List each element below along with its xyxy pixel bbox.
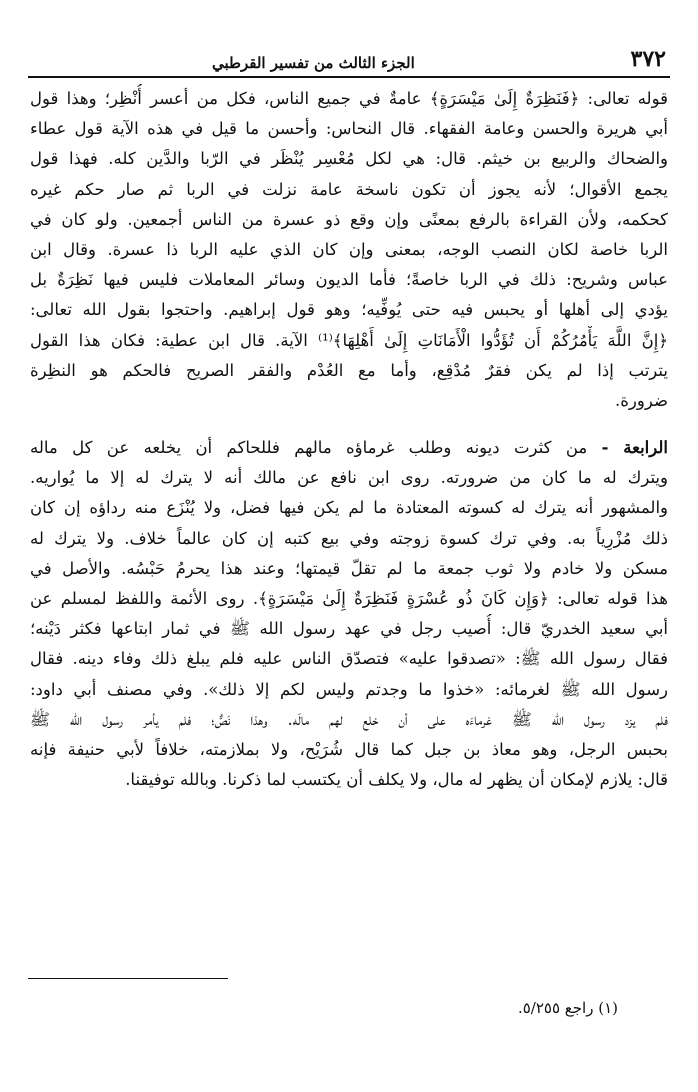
text-line: أبي سعيد الخدريّ قال: أُصيب رجل في عهد رسول الله ﷺ في ثمار ابتاعها فكثر دَيْنه؛ bbox=[30, 619, 668, 639]
text-line: قال: يلازم لإمكان أن يظهر له مال، ولا يكلف أن يكتسب لما ذكرنا. وبالله توفيقنا. bbox=[125, 770, 668, 790]
running-title: الجزء الثالث من تفسير القرطبي bbox=[212, 54, 415, 72]
text-line: فلم يزد رسول الله ﷺ غرماءَه على أن خلع لهم مالَه. وهذا نَصٌّ؛ فلم يأمر رسول الله ﷺ bbox=[30, 709, 668, 729]
page-number: ٣٧٢ bbox=[630, 46, 666, 72]
text-line-first bbox=[30, 433, 668, 463]
text-line: مسكن ولا خادم ولا ثوب جمعة ما لم تقلّ قيمتها؛ وعند هذا يحرمُ حَبْسُه. والأصل في bbox=[30, 558, 668, 578]
text-line: والمشهور أنه يترك له كسوته المعتادة ما لم يكن فيها فضل، ولا يُنْزَع منه رداؤه إن كان bbox=[30, 498, 668, 518]
page-header bbox=[28, 40, 670, 78]
text-line: ﴿إِنَّ اللَّهَ يَأْمُرُكُمْ أَن تُؤَدُّوا الْأَمَانَاتِ إِلَىٰ أَهْلِهَا﴾⁽¹⁾ الآية. قال ابن عطية: فكان هذا القول bbox=[30, 330, 668, 350]
text-line: ذلك مُزْرِياً به. وفي ترك كسوة زوجته وفي بيع كتبه إن كان عالماً خلاف. ولا يترك له bbox=[30, 528, 668, 548]
paragraph-2 bbox=[28, 433, 670, 795]
book-page bbox=[28, 40, 670, 1017]
text-line: رسول الله ﷺ لغرمائه: «خذوا ما وجدتم وليس لكم إلا ذلك». وفي مصنف أبي داود: bbox=[30, 679, 668, 699]
footnote-divider bbox=[28, 978, 228, 979]
text-line: ويترك له ما كان من ضرورته. روى ابن نافع عن مالك أنه لا يترك له إلا ما يُواريه. bbox=[30, 468, 668, 488]
text-line: يؤدي إلى أهلها أو يحبس فيه حتى يُوفِّيه؛ وهو قول إبراهيم. واحتجوا بقول الله تعالى: bbox=[30, 300, 668, 320]
text-line: الربا خاصة لكان النصب الوجه، بمعنى وإن كان الذي عليه الربا ذا عسرة. وقال ابن bbox=[30, 239, 668, 259]
text-line: أبي هريرة والحسن وعامة الفقهاء. قال النحاس: وأحسن ما قيل في هذه الآية قول عطاء bbox=[30, 119, 668, 139]
paragraph-1 bbox=[28, 84, 670, 416]
text-line: والضحاك والربيع بن خيثم. قال: هي لكل مُعْسِر يُنْظَر في الرّبا والدَّين كله. فهذا قول bbox=[30, 149, 668, 169]
text-line: هذا قوله تعالى: ﴿وَإِن كَانَ ذُو عُسْرَةٍ فَنَظِرَةٌ إِلَىٰ مَيْسَرَةٍ﴾. روى الأئمة واللفظ لمسلم عن bbox=[30, 589, 668, 608]
section-lead: الرابعة - bbox=[601, 438, 668, 458]
text-line: فقال رسول الله ﷺ: «تصدقوا عليه» فتصدّق الناس عليه فلم يبلغ ذلك وفاء دينه. فقال bbox=[30, 649, 668, 669]
text-line: عباس وشريح: ذلك في الربا خاصةً؛ فأما الديون وسائر المعاملات فليس فيها نَظِرَةٌ بل bbox=[30, 270, 668, 290]
text-line: قوله تعالى: ﴿فَنَظِرَةٌ إِلَىٰ مَيْسَرَةٍ﴾ عامةٌ في جميع الناس، فكل من أعسر أُنْظِر؛ وهذا قول bbox=[30, 89, 668, 108]
text-line-rest: من كثرت ديونه وطلب غرماؤه مالهم فللحاكم أن يخلعه عن كل ماله bbox=[30, 438, 588, 458]
text-line: بحبس الرجل، وهو معاذ بن جبل كما قال شُرَيْح، ولا بملازمته، خلافاً لأبي حنيفة فإنه bbox=[30, 739, 668, 759]
text-line: ضرورة. bbox=[615, 390, 668, 410]
text-line: يترتب إذا لم يكن فقرٌ مُدْقِع، وأما مع العُدْم والفقر الصريح فالحكم هو النظِرة bbox=[30, 360, 668, 380]
text-line: يجمع الأقوال؛ لأنه يجوز أن تكون ناسخة عامة نزلت في الربا ثم صار حكم غيره bbox=[30, 179, 668, 199]
footnote: (١) راجع ٥/٢٥٥. bbox=[517, 999, 618, 1017]
text-line: كحكمه، ولأن القراءة بالرفع بمعنًى وإن وقع ذو عسرة من الناس أجمعين. ولو كان في bbox=[30, 209, 668, 229]
